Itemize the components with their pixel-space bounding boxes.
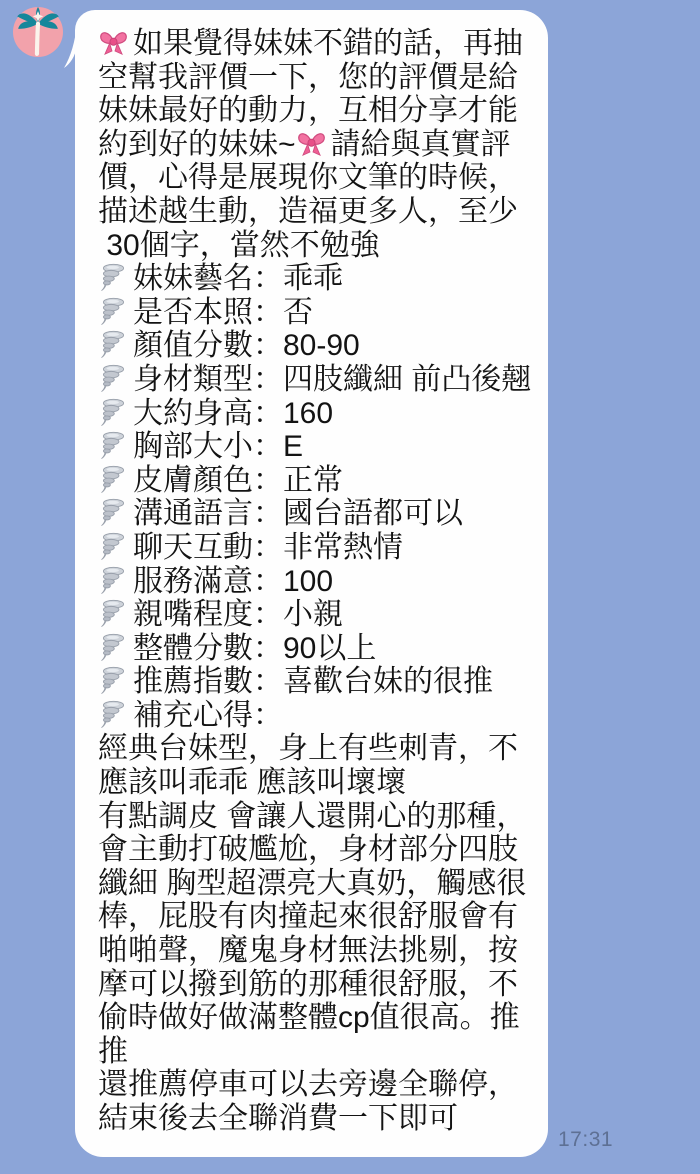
- message-line: [98, 867, 538, 901]
- message-text: 棒，屁股有肉撞起來很舒服會有: [98, 900, 518, 934]
- message-text: 顏值分數：80-90: [133, 329, 360, 363]
- message-line: [98, 934, 538, 968]
- tornado-icon: [98, 497, 129, 528]
- message-text: 推: [98, 1034, 128, 1068]
- tornado-icon: [98, 598, 129, 629]
- message-line: [98, 968, 538, 1002]
- message-text: 親嘴程度：小親: [133, 598, 343, 632]
- message-text: 溝通語言：國台語都可以: [133, 497, 463, 531]
- message-text: 請給與真實評: [330, 127, 511, 161]
- message-text: 結束後去全聯消費一下即可: [98, 1102, 458, 1135]
- tornado-icon: [98, 565, 129, 596]
- message-line: [98, 329, 538, 363]
- message-text: 30個字，當然不勉強: [98, 228, 380, 262]
- tornado-icon: [98, 699, 129, 730]
- message-timestamp: 17:31: [558, 1128, 614, 1151]
- message-line: [98, 128, 538, 162]
- message-line: [98, 497, 538, 531]
- tornado-icon: [98, 665, 129, 696]
- message-line: [98, 27, 538, 61]
- message-bubble[interactable]: [75, 10, 548, 1157]
- message-text: 偷時做好做滿整體cp值很高。推: [98, 1001, 520, 1035]
- message-line: [98, 1068, 538, 1102]
- message-line: [98, 833, 538, 867]
- message-text-block: [98, 27, 538, 1136]
- message-line: [98, 61, 538, 95]
- message-line: [98, 1035, 538, 1069]
- message-line: [98, 699, 538, 733]
- message-line: [98, 464, 538, 498]
- message-text: 空幫我評價一下，您的評價是給: [98, 60, 518, 94]
- message-line: [98, 598, 538, 632]
- message-text: 經典台妹型，身上有些刺青，不: [98, 732, 518, 766]
- message-text: 服務滿意：100: [133, 564, 334, 598]
- message-text: 纖細 胸型超漂亮大真奶，觸感很: [98, 866, 527, 900]
- tornado-icon: [98, 262, 129, 293]
- message-text: 補充心得：: [133, 698, 283, 732]
- message-text: 大約身高：160: [133, 396, 334, 430]
- message-line: [98, 632, 538, 666]
- message-text: 胸部大小：E: [133, 430, 304, 464]
- message-line: [98, 900, 538, 934]
- message-text: 皮膚顏色：正常: [133, 463, 343, 497]
- message-text: 還推薦停車可以去旁邊全聯停，: [98, 1068, 518, 1102]
- message-line: [98, 296, 538, 330]
- tornado-icon: [98, 632, 129, 663]
- tornado-icon: [98, 329, 129, 360]
- tornado-icon: [98, 363, 129, 394]
- message-text: 描述越生動，造福更多人，至少: [98, 194, 518, 228]
- message-line: [98, 531, 538, 565]
- message-text: 啪啪聲，魔鬼身材無法挑剔，按: [98, 934, 518, 968]
- message-line: [98, 94, 538, 128]
- message-line: [98, 1001, 538, 1035]
- message-line: [98, 229, 538, 263]
- message-text: 妹妹藝名：乖乖: [133, 262, 343, 296]
- message-line: [98, 766, 538, 800]
- message-text: 是否本照：否: [133, 295, 313, 329]
- tornado-icon: [98, 397, 129, 428]
- message-text: 推薦指數：喜歡台妹的很推: [133, 665, 493, 699]
- message-line: [98, 665, 538, 699]
- message-line: [98, 732, 538, 766]
- message-text: 聊天互動：非常熱情: [133, 530, 403, 564]
- message-text: 摩可以撥到筋的那種很舒服，不: [98, 967, 518, 1001]
- bubble-tail: [64, 24, 77, 70]
- avatar[interactable]: [13, 7, 63, 57]
- tornado-icon: [98, 296, 129, 327]
- message-text: 如果覺得妹妹不錯的話，再抽: [133, 27, 523, 60]
- message-text: 妹妹最好的動力，互相分享才能: [98, 94, 518, 128]
- message-line: [98, 430, 538, 464]
- message-line: [98, 397, 538, 431]
- message-line: [98, 1102, 538, 1136]
- tornado-icon: [98, 430, 129, 461]
- message-line: [98, 800, 538, 834]
- message-text: 約到好的妹妹~: [98, 127, 296, 161]
- message-text: 身材類型：四肢纖細 前凸後翹: [133, 362, 532, 396]
- message-line: [98, 195, 538, 229]
- tornado-icon: [98, 531, 129, 562]
- message-line: [98, 565, 538, 599]
- message-text: 會主動打破尷尬，身材部分四肢: [98, 833, 518, 867]
- bow-icon: [98, 27, 129, 58]
- message-line: [98, 262, 538, 296]
- bow-icon: [296, 128, 327, 159]
- message-text: 價，心得是展現你文筆的時候，: [98, 161, 518, 195]
- message-text: 有點調皮 會讓人還開心的那種，: [98, 799, 527, 833]
- message-line: [98, 161, 538, 195]
- message-line: [98, 363, 538, 397]
- message-text: 應該叫乖乖 應該叫壞壞: [98, 766, 407, 800]
- palm-tree-avatar-icon: [13, 7, 63, 57]
- tornado-icon: [98, 464, 129, 495]
- message-text: 整體分數：90以上: [133, 631, 377, 665]
